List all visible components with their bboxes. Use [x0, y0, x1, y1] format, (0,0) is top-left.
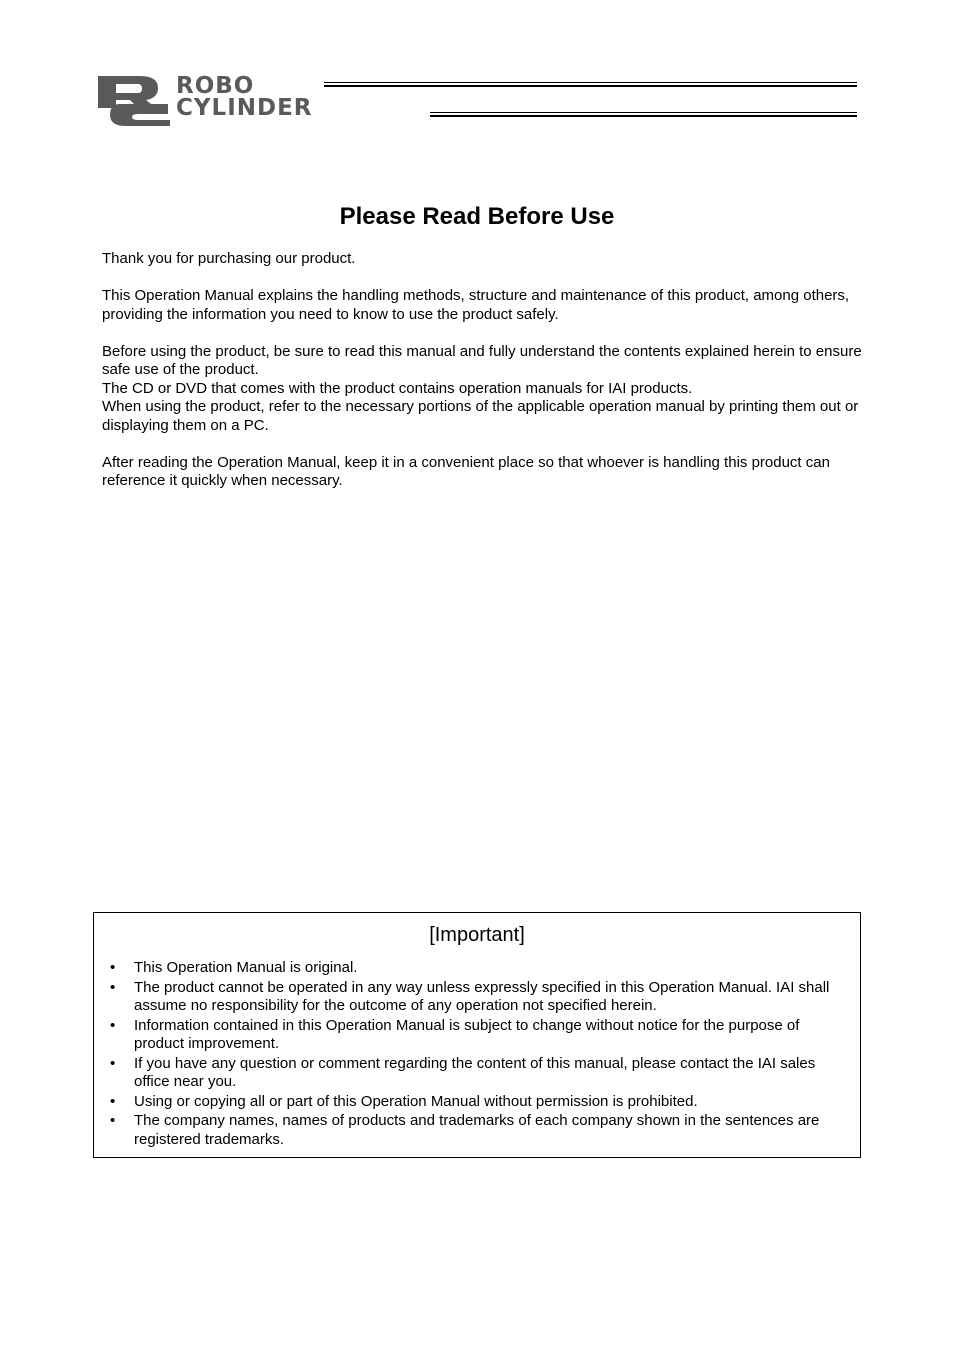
intro-paragraph	[102, 343, 862, 436]
important-list	[94, 959, 860, 1149]
important-title: [Important]	[429, 924, 525, 946]
intro-line: When using the product, refer to the necessary portions of the applicable operation manual by printing them out or displaying them on a PC.	[102, 398, 859, 434]
list-item: • If you have any question or comment regarding the content of this manual, please contact the IAI sales office near you.	[110, 1054, 816, 1090]
important-notice-box	[93, 912, 861, 1158]
bullet-icon: •	[110, 1112, 116, 1129]
logo-wordmark	[176, 75, 313, 119]
bullet-icon: •	[110, 1016, 116, 1034]
list-item: • This Operation Manual is original.	[110, 959, 358, 976]
bullet-icon: •	[110, 959, 116, 976]
bullet-icon: •	[110, 1054, 116, 1072]
intro-paragraph: Thank you for purchasing our product.	[102, 250, 356, 267]
logo-line-cylinder: CYLINDER	[176, 95, 313, 121]
bullet-icon: •	[110, 978, 116, 996]
intro-paragraph: This Operation Manual explains the handling methods, structure and maintenance of this product, among others, providing the information you need to know to use the product safely.	[102, 287, 850, 323]
rc-logo-icon	[96, 74, 172, 126]
intro-paragraph: After reading the Operation Manual, keep it in a convenient place so that whoever is handling this product can reference it quickly when necessary.	[102, 453, 830, 489]
list-item: • Using or copying all or part of this Operation Manual without permission is prohibited.	[110, 1092, 698, 1110]
intro-line: Before using the product, be sure to read this manual and fully understand the contents explained herein to ensure safe use of the product.	[102, 342, 862, 378]
header-rule-top	[324, 82, 857, 87]
list-item: • The product cannot be operated in any way unless expressly specified in this Operation Manual. IAI shall assume no responsibility for the outcome of any operation not specified herein.	[110, 978, 830, 1014]
logo-line-robo: ROBO	[176, 73, 255, 99]
intro-text	[102, 250, 862, 509]
page-title: Please Read Before Use	[339, 203, 615, 230]
list-item: • The company names, names of products and trademarks of each company shown in the sentences are registered trademarks.	[110, 1112, 820, 1148]
list-item: • Information contained in this Operation Manual is subject to change without notice for the purpose of product improvement.	[110, 1016, 800, 1052]
intro-line: The CD or DVD that comes with the product contains operation manuals for IAI products.	[102, 379, 693, 397]
bullet-icon: •	[110, 1092, 116, 1110]
robo-cylinder-logo	[96, 72, 426, 128]
header-rule-bottom	[430, 112, 857, 117]
